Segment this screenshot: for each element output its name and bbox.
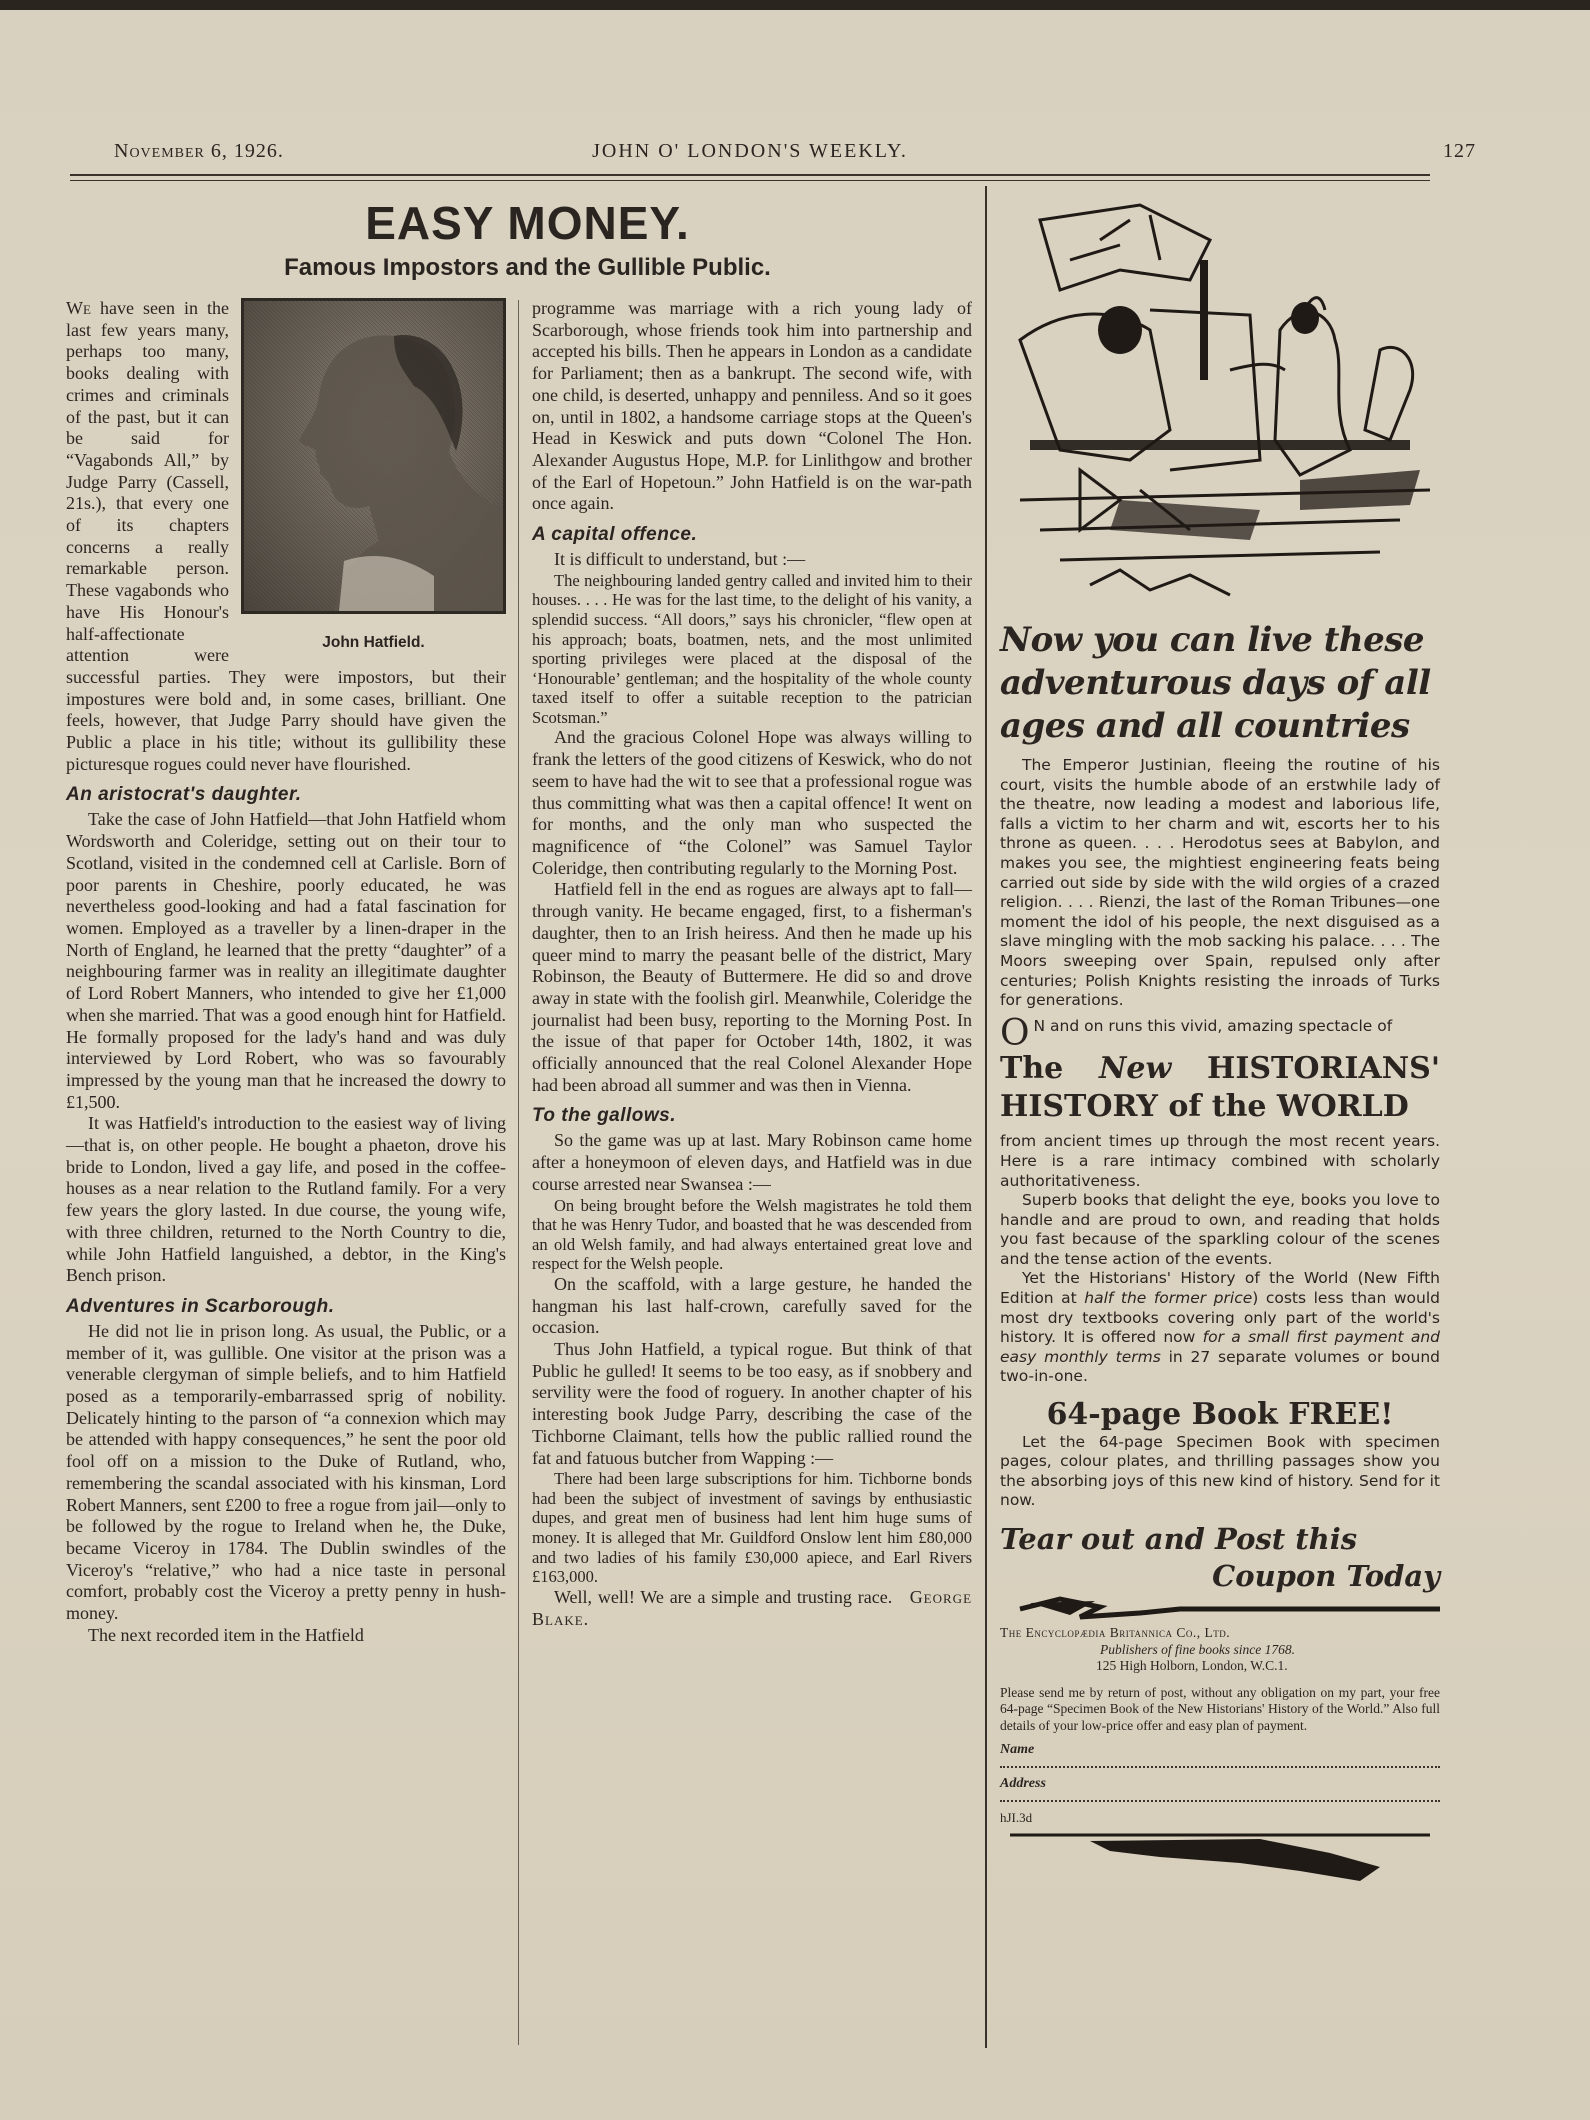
issue-date: November 6, 1926.	[114, 140, 284, 162]
dropcap: We	[66, 298, 91, 318]
tear-line-flourish	[1000, 1595, 1440, 1621]
advert-paragraph: Let the 64-page Specimen Book with specimen pages, colour plates, and thrilling passages show you the absorbing joys of this new kind of history. Send for it now.	[1000, 1432, 1440, 1510]
subheading-scarborough: Adventures in Scarborough.	[66, 1295, 335, 1317]
portrait-caption: John Hatfield.	[322, 634, 425, 651]
price-half: half the former price	[1084, 1289, 1253, 1308]
block-quote: The neighbouring landed gentry called and invited him to their houses. . . . He was for the last time, to the delight of his vanity, a splendid success. “All doors,” says his chronicler, “flew open at his approach; boats, boatmen, nets, and the most unlimited sporting privileges were placed at the disposal of the ‘Honourable’ gentleman; and the hospitality of the whole county taxed itself to offer a suitable reception to the patrician Scotsman.”	[532, 570, 972, 727]
coupon-request-text: Please send me by return of post, without any obligation on my part, your free 64-page “Specimen Book of the New Historians' History of the World.” Also full details of your low-price offer and easy plan of payment.	[1000, 1684, 1440, 1733]
article-column-2	[532, 298, 972, 1630]
closing-paragraph	[532, 1587, 972, 1630]
paragraph: programme was marriage with a rich young lady of Scarborough, whose friends took him into partnership and accepted his bills. Then he appears in London as a candidate for Parliament; then as a bankrupt. The second wife, with one child, is deserted, unhappy and penniless. And so it goes on, until in 1802, a handsome carriage stops at the Queen's Head in Keswick and puts down “Colonel The Hon. Alexander Augustus Hope, M.P. for Linlithgow and brother of the Earl of Hopetoun.” John Hatfield is on the war-path once again.	[532, 298, 972, 514]
advert-lead-in	[1000, 1012, 1440, 1054]
column-divider-advert	[985, 186, 987, 2048]
historical-scene-illustration	[1000, 200, 1440, 605]
advertisement	[1000, 200, 1440, 1891]
block-quote: On being brought before the Welsh magistrates he told them that he was Henry Tudor, and boasted that he was descended from an old Welsh family, and had always entertained great love and respect for the Welsh people.	[532, 1195, 972, 1274]
title-new: New	[1098, 1051, 1172, 1087]
portrait-engraving	[241, 298, 506, 614]
paragraph: The next recorded item in the Hatfield	[88, 1624, 364, 1645]
price-terms: for a small first payment and easy monthly terms	[1000, 1328, 1440, 1366]
portrait-image	[244, 301, 503, 611]
advert-paragraph: Superb books that delight the eye, books you love to handle and are proud to own, and reading that holds you fast because of the sparkling colour of the scenes and the tense action of the events.	[1000, 1191, 1440, 1268]
block-quote: There had been large subscriptions for him. Tichborne bonds had been the subject of investment of savings by enthusiastic dupes, and great men of business had lent him huge sums of money. It is alleged that Mr. Guildford Onslow lent him £80,000 and two ladies of his family £30,000 apiece, and Earl Rivers £163,000.	[532, 1469, 972, 1587]
advert-illustration	[1000, 200, 1440, 605]
advert-paragraph	[1000, 1269, 1440, 1387]
paragraph: It is difficult to understand, but :—	[554, 549, 806, 570]
article-subtitle: Famous Impostors and the Gullible Public.	[284, 254, 771, 281]
author-signature: George Blake.	[532, 1586, 973, 1629]
column-divider	[518, 300, 519, 2045]
paragraph: On the scaffold, with a large gesture, he handed the hangman his last half-crown, carefully saved for the occasion.	[532, 1273, 972, 1338]
article-title: EASY MONEY.	[365, 197, 690, 249]
company-address: 125 High Holborn, London, W.C.1.	[1096, 1658, 1288, 1673]
subheading-gallows: To the gallows.	[532, 1105, 677, 1127]
publication-title: JOHN O' LONDON'S WEEKLY.	[592, 140, 908, 162]
article-column-1	[66, 298, 506, 1646]
price-text-c: in 27 separate volumes or bound two-in-one.	[1000, 1347, 1440, 1386]
title-pre: The	[1000, 1051, 1064, 1087]
title-post: HISTORIANS' HISTORY of the WORLD	[1000, 1051, 1440, 1125]
paragraph: He did not lie in prison long. As usual, the Public, or a member of it, was gullible. One visitor at the prison was a venerable clergyman of simple beliefs, and to him Hatfield posed as a temporarily-embarrassed sprig of nobility. Delicately hinting to the parson of “a connexion which may be attended with happy consequences,” he sent the poor old fool off on a mission to the Duke of Rutland, who, remembering the scandal associated with his kinsman, Lord Robert Manners, sent £200 to free a rogue from jail—only to be followed by the rogue to Ireland when he, the Duke, became Viceroy in 1784. The Dublin swindles of the Viceroy's “relative,” who had a nice taste in personal comfort, probably cost the Viceroy a pretty penny in hush-money.	[66, 1320, 506, 1624]
advert-lead-in-text: N and on runs this vivid, amazing spectacle of	[1033, 1016, 1393, 1035]
advert-product-title	[1000, 1050, 1440, 1126]
header-rule-thin	[70, 180, 1430, 181]
advert-paragraph: from ancient times up through the most recent years. Here is a rare intimacy combined with scholarly authoritativeness.	[1000, 1132, 1440, 1190]
price-text-b: ) costs less than would most dry textbooks covering only part of the world's history. It is offered now	[1000, 1289, 1440, 1347]
price-text-a: Yet the Historians' History of the World (New Fifth Edition at	[1000, 1269, 1440, 1308]
coupon-heading-line2: Coupon Today	[1212, 1559, 1440, 1593]
paragraph: It was Hatfield's introduction to the easiest way of living—that is, on other people. He bought a phaeton, drove his bride to London, lived a gay life, and posed in the coffee-houses as a near relation to the Rutland family. For a very few years the glory lasted. In due course, the young wife, with three children, returned to the North Country to die, while John Hatfield languished, a debtor, in the King's Bench prison.	[66, 1113, 506, 1286]
company-name: The Encyclopædia Britannica Co., Ltd.	[1000, 1625, 1231, 1640]
free-book-heading: 64-page Book FREE!	[1046, 1397, 1394, 1433]
advert-paragraph: The Emperor Justinian, fleeing the routine of his court, visits the humble abode of an erstwhile lady of the theatre, now leading a modest and laborious life, falls a victim to her charm and wit, escorts her to his throne as queen. . . . Herodotus sees at Babylon, and makes you see, the mightiest engineering feats being carried out side by side with the wild orgies of a crazed religion. . . . Rienzi, the last of the Roman Tribunes—one moment the idol of his people, the next disguised as a slave mingling with the mob sacking his palace. . . . The Moors sweeping over Spain, repulsed only after centuries; Polish Knights resisting the inroads of Turks for generations.	[1000, 756, 1440, 1010]
advert-dropcap: O	[1000, 1012, 1030, 1054]
advert-headline: Now you can live these adventurous days of all ages and all countries	[1000, 620, 1431, 746]
order-coupon[interactable]	[1000, 1625, 1440, 1827]
header-rule	[70, 174, 1430, 176]
intro-text: have seen in the last few years many, perhaps too many, books dealing with crimes and criminals of the past, but it can be said for “Vagabonds All,” by Judge Parry (Cassell, 21s.), that every one of its chapters concerns a really remarkable person. These vagabonds who have His Honour's half-affectionate attention were successful parties. They were impostors, but their impostures were bold and, in some cases, brilliant. One feels, however, that Judge Parry should have given the Public a place in his title; without its gullibility these picturesque rogues could never have flourished.	[66, 298, 506, 774]
top-border	[0, 0, 1590, 10]
page-number: 127	[1443, 140, 1476, 162]
coupon-heading-line1: Tear out and Post this	[1000, 1522, 1358, 1556]
portrait-figure	[241, 298, 506, 654]
closing-text: Well, well! We are a simple and trusting race.	[554, 1586, 893, 1607]
subheading-aristocrat: An aristocrat's daughter.	[66, 784, 302, 806]
address-field[interactable]: Address	[1000, 1776, 1440, 1802]
coupon-bottom-flourish	[1000, 1827, 1440, 1887]
paragraph: Thus John Hatfield, a typical rogue. But think of that Public he gulled! It seems to be too easy, as if snobbery and servility were the food of roguery. In another chapter of his interesting book Judge Parry, describing the case of the Tichborne Claimant, tells how the public rallied round the fat and fatuous butcher from Wapping :—	[532, 1339, 972, 1468]
company-tagline: Publishers of fine books since 1768.	[1100, 1641, 1295, 1657]
coupon-heading	[1000, 1521, 1440, 1595]
running-header	[70, 140, 1476, 170]
advert-body	[1000, 756, 1440, 1511]
subheading-capital: A capital offence.	[532, 524, 698, 546]
paragraph: And the gracious Colonel Hope was always willing to frank the letters of the good citizens of Keswick, who do not seem to have had the wit to see that a professional rogue was thus committing what was then a capital offence! It went on for months, and the only man who suspected the magnificence of “the Colonel” was Samuel Taylor Coleridge, then contributing regularly to the Morning Post.	[532, 727, 972, 878]
paragraph: Hatfield fell in the end as rogues are always apt to fall—through vanity. He became engaged, first, to a fisherman's daughter, then to an Irish heiress. And then he made up his queer mind to marry the peasant belle of the district, Mary Robinson, the Beauty of Buttermere. He did so and drove away in state with the foolish girl. Meanwhile, Coleridge the journalist had been busy, reporting to the Morning Post. In the issue of that paper for October 14th, 1802, it was officially announced that the real Colonel Alexander Hope had been abroad all summer and was then in Vienna.	[532, 879, 972, 1095]
coupon-code: hJI.3d	[1000, 1810, 1033, 1825]
paragraph: So the game was up at last. Mary Robinson came home after a honeymoon of eleven days, and Hatfield was in due course arrested near Swansea :—	[532, 1130, 972, 1194]
name-field[interactable]: Name	[1000, 1742, 1440, 1768]
paragraph: Take the case of John Hatfield—that John Hatfield whom Wordsworth and Coleridge, setting out on their tour to Scotland, visited in the condemned cell at Carlisle. Born of poor parents in Cheshire, poorly educated, he was nevertheless good-looking and had a fatal fascination for women. Employed as a traveller by a linen-draper in the North of England, he learned that the pretty “daughter” of a neighbouring farmer was in reality an illegitimate daughter of Lord Robert Manners, who intended to give her £1,000 when she married. That was a good enough hint for Hatfield. He formally proposed for the lady's hand and was duly interviewed by Lord Robert, who was so favourably impressed by the young man that he increased the dowry to £1,500.	[66, 809, 506, 1112]
